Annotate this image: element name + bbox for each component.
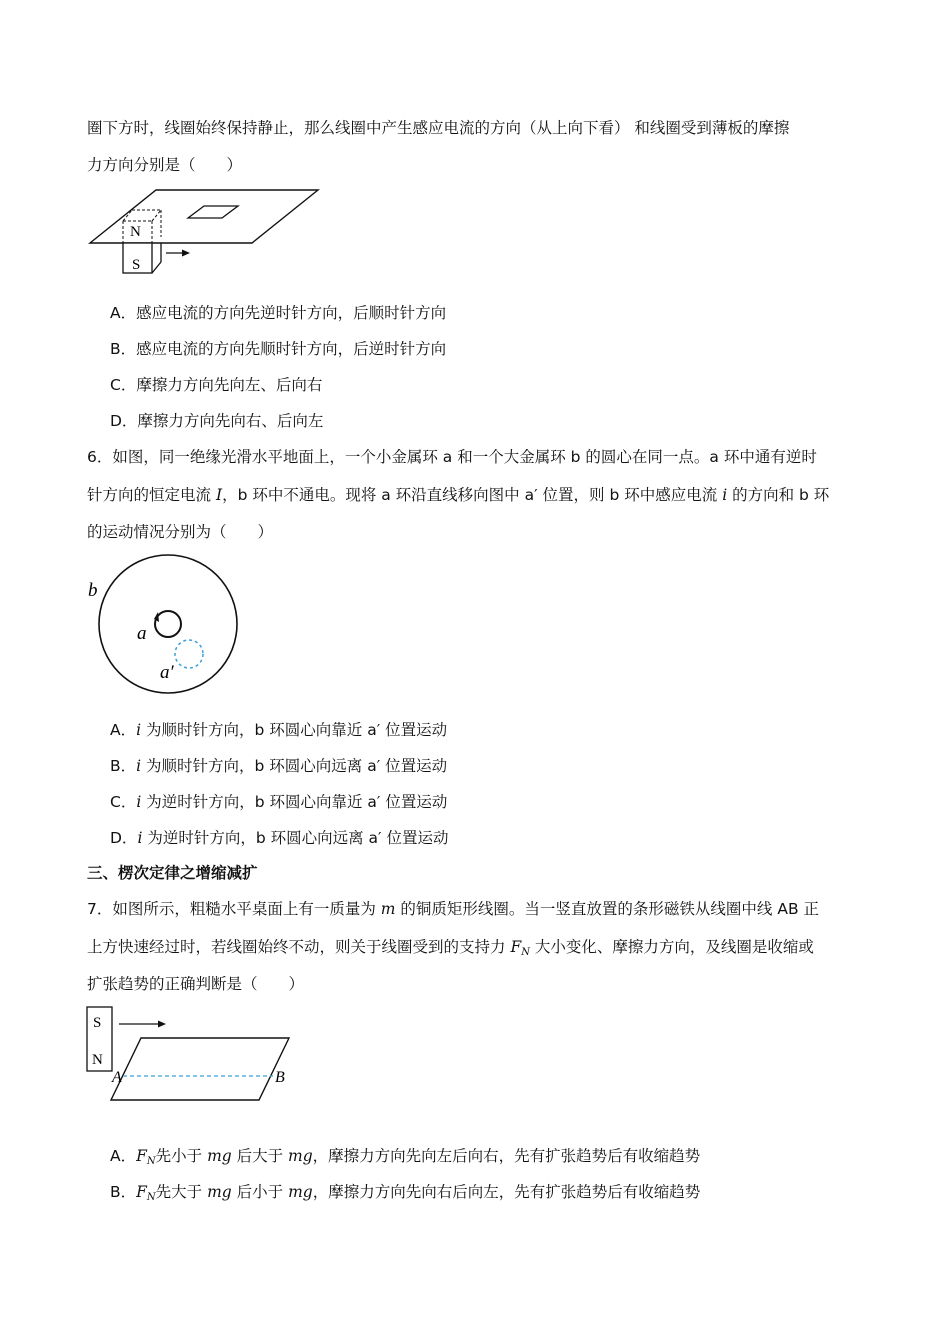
ring-a-prime	[175, 640, 203, 668]
q5-magnet-label-s: S	[132, 257, 141, 273]
q6-stem-line2: 针方向的恒定电流 I，b 环中不通电。现将 a 环沿直线移向图中 a′ 位置，则 b 环中感应电流 i 的方向和 b 环	[87, 486, 830, 504]
q7-stem-line2: 上方快速经过时，若线圈始终不动，则关于线圈受到的支持力 $F_N$ 大小变化、摩擦力方向，及线圈是收缩或	[87, 938, 814, 958]
q6-option-a[interactable]: A．i 为顺时针方向，b 环圆心向靠近 a′ 位置运动	[110, 721, 448, 739]
q6-option-b[interactable]: B．i 为顺时针方向，b 环圆心向远离 a′ 位置运动	[110, 757, 448, 775]
q6-figure-rings	[84, 552, 244, 697]
q7-option-b[interactable]: B．$F_N$先大于 mg 后小于 mg，摩擦力方向先向右后向左，先有扩张趋势后有收缩趋势	[110, 1183, 701, 1203]
q5-stem-line1: 圈下方时，线圈始终保持静止，那么线圈中产生感应电流的方向（从上向下看） 和线圈受到薄板的摩擦	[87, 119, 790, 137]
section-heading: 三、楞次定律之增缩减扩	[87, 864, 258, 882]
label-b: b	[88, 580, 98, 601]
q6-stem-line3: 的运动情况分别为（ ）	[87, 523, 274, 541]
q7-figure-magnet-coil	[84, 1004, 299, 1104]
magnet-label-n: N	[92, 1052, 103, 1068]
ring-a	[155, 611, 181, 637]
q6-option-d[interactable]: D．i 为逆时针方向，b 环圆心向远离 a′ 位置运动	[110, 829, 449, 847]
q6-stem-line1: 6．如图，同一绝缘光滑水平地面上，一个小金属环 a 和一个大金属环 b 的圆心在同一点。a 环中通有逆时	[87, 448, 817, 466]
q5-option-c[interactable]: C．摩擦力方向先向左、后向右	[110, 376, 323, 394]
q5-option-b[interactable]: B．感应电流的方向先顺时针方向，后逆时针方向	[110, 340, 447, 358]
magnet-label-s: S	[93, 1015, 102, 1031]
q5-magnet-label-n: N	[130, 224, 141, 240]
rectangular-coil	[111, 1038, 289, 1100]
q7-option-a[interactable]: A．$F_N$先小于 mg 后大于 mg，摩擦力方向先向左后向右，先有扩张趋势后有收缩趋势	[110, 1147, 701, 1167]
q5-option-d[interactable]: D．摩擦力方向先向右、后向左	[110, 412, 324, 430]
label-a-prime: a′	[160, 662, 174, 683]
q5-figure-magnet-plate	[86, 182, 322, 277]
label-a-point: A	[112, 1069, 122, 1086]
q5-stem-line2: 力方向分别是（ ）	[87, 156, 243, 174]
q7-stem-line3: 扩张趋势的正确判断是（ ）	[87, 975, 305, 993]
label-b-point: B	[275, 1069, 285, 1086]
q6-option-c[interactable]: C．i 为逆时针方向，b 环圆心向靠近 a′ 位置运动	[110, 793, 448, 811]
q5-option-a[interactable]: A．感应电流的方向先逆时针方向，后顺时针方向	[110, 304, 447, 322]
q7-stem-line1: 7．如图所示，粗糙水平桌面上有一质量为 m 的铜质矩形线圈。当一竖直放置的条形磁铁从线圈中线 AB 正	[87, 900, 820, 918]
label-a: a	[137, 623, 147, 644]
